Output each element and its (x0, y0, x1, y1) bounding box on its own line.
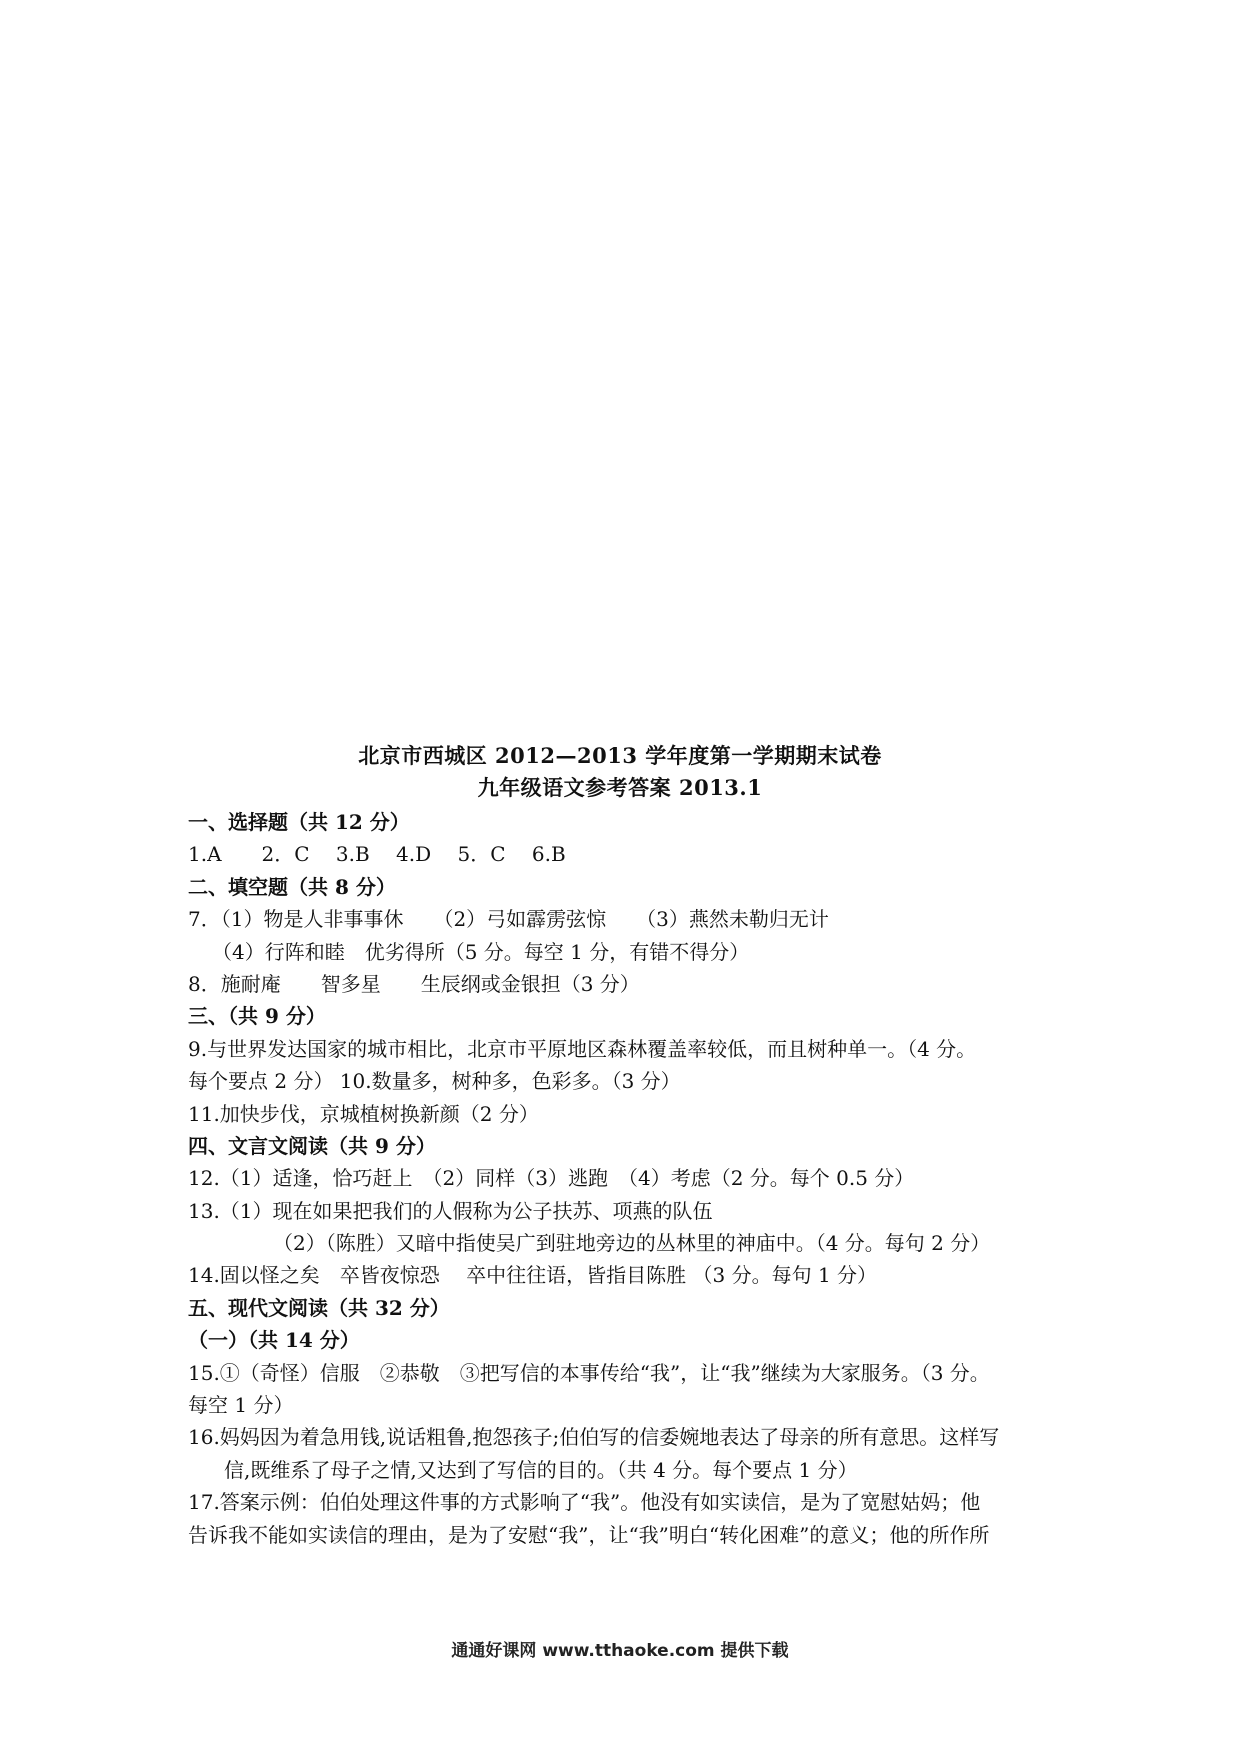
answer-line: （4）行阵和睦 优劣得所（5 分。每空 1 分，有错不得分） (212, 939, 750, 964)
section-heading-2: 二、填空题（共 8 分） (188, 874, 396, 899)
section-heading-4: 四、文言文阅读（共 9 分） (188, 1133, 436, 1158)
answer-line: 告诉我不能如实读信的理由，是为了安慰“我”，让“我”明白“转化困难”的意义；他的所作所 (188, 1522, 990, 1547)
answer-line: 9.与世界发达国家的城市相比，北京市平原地区森林覆盖率较低，而且树种单一。（4 分。 (188, 1036, 977, 1061)
answer-line: 12.（1）适逢，恰巧赶上 （2）同样（3）逃跑 （4）考虑（2 分。每个 0.5 分） (188, 1166, 915, 1191)
answer-line: 14.固以怪之矣 卒皆夜惊恐 卒中往往语，皆指目陈胜 （3 分。每句 1 分） (188, 1263, 878, 1288)
answer-body (188, 806, 1068, 1551)
answer-line: 13.（1）现在如果把我们的人假称为公子扶苏、项燕的队伍 (188, 1198, 713, 1223)
answer-line: 15.①（奇怪）信服 ②恭敬 ③把写信的本事传给“我”，让“我”继续为大家服务。（3 分。 (188, 1360, 990, 1385)
answer-line: 8．施耐庵 智多星 生辰纲或金银担（3 分） (188, 971, 640, 996)
document-subtitle: 九年级语文参考答案 2013.1 (477, 775, 763, 800)
answer-line: （2）（陈胜）又暗中指使吴广到驻地旁边的丛林里的神庙中。（4 分。每句 2 分） (273, 1231, 991, 1256)
answer-line: 7．（1）物是人非事事休 （2）弓如霹雳弦惊 （3）燕然未勒归无计 (188, 907, 829, 932)
answer-line: 每空 1 分） (188, 1393, 294, 1418)
section-heading-1: 一、选择题（共 12 分） (188, 810, 410, 834)
subsection-heading: （一）（共 14 分） (188, 1328, 360, 1353)
document-title: 北京市西城区 2012—2013 学年度第一学期期末试卷 (358, 743, 882, 768)
answer-line: 11.加快步伐，京城植树换新颜（2 分） (188, 1101, 539, 1126)
answer-line: 信,既维系了母子之情,又达到了写信的目的。（共 4 分。每个要点 1 分） (224, 1457, 858, 1482)
answer-line: 每个要点 2 分） 10.数量多，树种多，色彩多。（3 分） (188, 1069, 681, 1094)
section-heading-5: 五、现代文阅读（共 32 分） (188, 1295, 450, 1320)
footer-download-note: 通通好课网 www.tthaoke.com 提供下载 (451, 1641, 789, 1661)
section-heading-3: 三、（共 9 分） (188, 1004, 326, 1029)
answer-line: 1.A 2．C 3.B 4.D 5．C 6.B (188, 842, 566, 867)
answer-line: 17.答案示例：伯伯处理这件事的方式影响了“我”。他没有如实读信，是为了宽慰姑妈；他 (188, 1490, 981, 1515)
answer-line: 16.妈妈因为着急用钱,说话粗鲁,抱怨孩子;伯伯写的信委婉地表达了母亲的所有意思。这样写 (188, 1425, 1000, 1450)
